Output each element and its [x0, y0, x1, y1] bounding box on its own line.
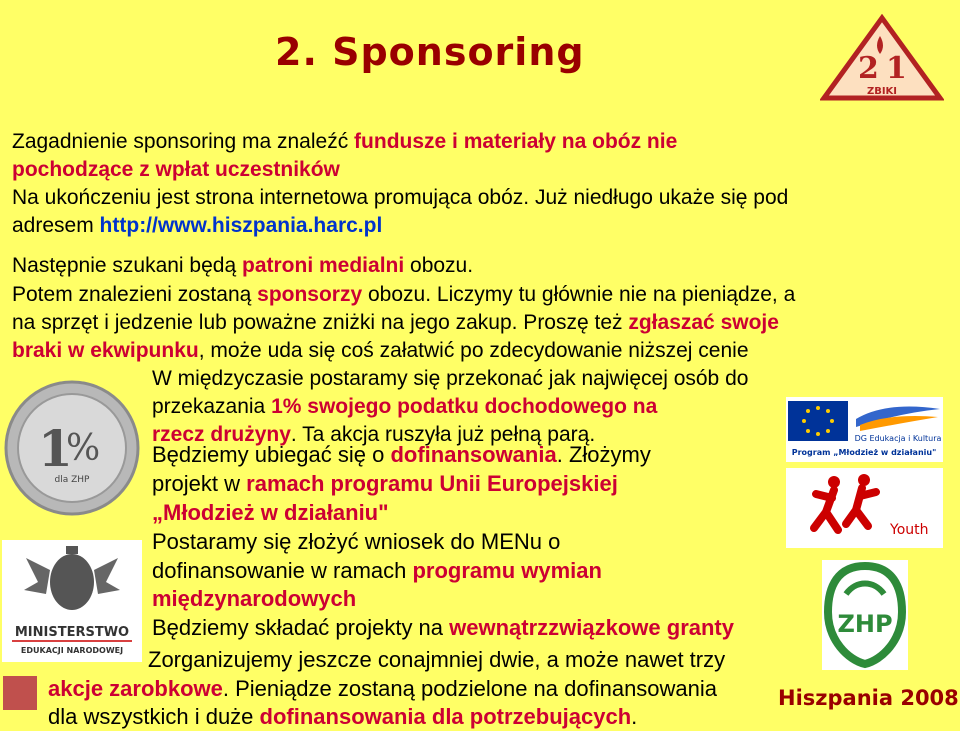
bullet-square	[3, 676, 37, 710]
highlight: pochodzące z wpłat uczestników	[12, 158, 340, 181]
line-20	[48, 674, 717, 703]
text: Następnie szukani będą	[12, 254, 242, 277]
website-link[interactable]: http://www.hiszpania.harc.pl	[99, 214, 383, 237]
text: .	[631, 704, 638, 729]
text: . Ta akcja ruszyła już pełną parą.	[290, 423, 596, 446]
line-15	[152, 527, 560, 556]
highlight: sponsorzy	[257, 283, 363, 306]
eu-line2: Program „Młodzież w działaniu"	[791, 448, 937, 457]
line-14	[152, 498, 389, 527]
line-19	[148, 645, 725, 674]
eagle-icon	[24, 546, 120, 610]
text: Postaramy się złożyć wniosek do MENu o	[152, 529, 561, 554]
footer-label: Hiszpania 2008	[778, 686, 959, 710]
logo-number-right: 1	[886, 51, 907, 86]
text: dofinansowanie w ramach	[152, 558, 413, 583]
highlight: patroni medialni	[242, 254, 405, 277]
one-percent-coin-image	[0, 378, 143, 518]
highlight: „Młodzież w działaniu"	[152, 500, 389, 525]
line-3	[12, 184, 788, 211]
text: obozu.	[404, 254, 474, 277]
highlight: akcje zarobkowe	[48, 676, 223, 701]
ministry-line1: MINISTERSTWO	[14, 625, 130, 640]
text: adresem	[12, 214, 100, 237]
highlight: ramach programu Unii Europejskiej	[246, 471, 618, 496]
text: . Pieniądze zostaną podzielone na dofinansowania	[222, 676, 718, 701]
ministry-line2: EDUKACJI NARODOWEJ	[20, 646, 124, 655]
text: dla wszystkich i duże	[48, 704, 260, 729]
line-8	[12, 337, 749, 364]
line-4	[12, 212, 382, 239]
highlight: dofinansowania	[390, 442, 557, 467]
text: obozu. Liczymy tu głównie nie na pieniądze, a	[362, 283, 796, 306]
text: W międzyczasie postaramy się przekonać jak najwięcej osób do	[152, 367, 749, 390]
ministry-logo-image	[2, 540, 142, 662]
line-21	[48, 702, 637, 731]
text: Potem znalezieni zostaną	[12, 283, 258, 306]
youth-program-logo-image	[786, 468, 943, 548]
line-12	[152, 440, 651, 469]
text: Będziemy składać projekty na	[152, 615, 450, 640]
text: Na ukończeniu jest strona internetowa promująca obóz. Już niedługo ukaże się pod	[12, 186, 789, 209]
text: Zagadnienie sponsoring ma znaleźć	[12, 130, 355, 153]
text: projekt w	[152, 471, 247, 496]
text: przekazania	[152, 395, 272, 418]
highlight: fundusze i materiały na obóz nie	[354, 130, 678, 153]
highlight: międzynarodowych	[152, 586, 357, 611]
highlight: 1% swojego podatku dochodowego na	[271, 395, 658, 418]
slide-title: 2. Sponsoring	[275, 30, 585, 74]
highlight: rzecz drużyny	[152, 423, 291, 446]
line-9	[152, 365, 748, 392]
coin-percent: %	[66, 428, 101, 469]
eu-line1: DG Edukacja i Kultura	[854, 434, 942, 443]
line-13	[152, 469, 618, 498]
zhp-logo-image	[822, 560, 908, 670]
line-16	[152, 556, 602, 585]
coin-caption: dla ZHP	[54, 475, 90, 485]
logo-caption: ZBIKI	[866, 86, 898, 97]
highlight: braki w ekwipunku	[12, 339, 199, 362]
coin-digit: 1	[38, 419, 73, 478]
line-7	[12, 309, 779, 336]
line-17	[152, 584, 356, 613]
line-6	[12, 281, 795, 308]
line-10	[152, 393, 657, 420]
text: Zorganizujemy jeszcze conajmniej dwie, a może nawet trzy	[148, 647, 726, 672]
highlight: wewnątrzzwiązkowe granty	[449, 615, 734, 640]
zbiki-21-logo	[820, 14, 944, 104]
text: Będziemy ubiegać się o	[152, 442, 391, 467]
highlight: zgłaszać swoje	[628, 311, 779, 334]
youth-label: Youth	[890, 522, 929, 538]
highlight: programu wymian	[412, 558, 602, 583]
line-1	[12, 128, 677, 155]
highlight: dofinansowania dla potrzebujących	[259, 704, 632, 729]
text: . Złożymy	[556, 442, 651, 467]
logo-number-left: 2	[858, 51, 879, 86]
line-2	[12, 156, 340, 183]
youth-figures-icon	[814, 474, 876, 530]
zhp-label: ZHP	[837, 610, 893, 638]
text: , może uda się coś załatwić po zdecydowanie niższej cenie	[198, 339, 749, 362]
eu-program-logo-image	[786, 397, 943, 462]
line-5	[12, 252, 473, 279]
text: na sprzęt i jedzenie lub poważne zniżki na jego zakup. Proszę też	[12, 311, 629, 334]
line-18	[152, 613, 734, 642]
